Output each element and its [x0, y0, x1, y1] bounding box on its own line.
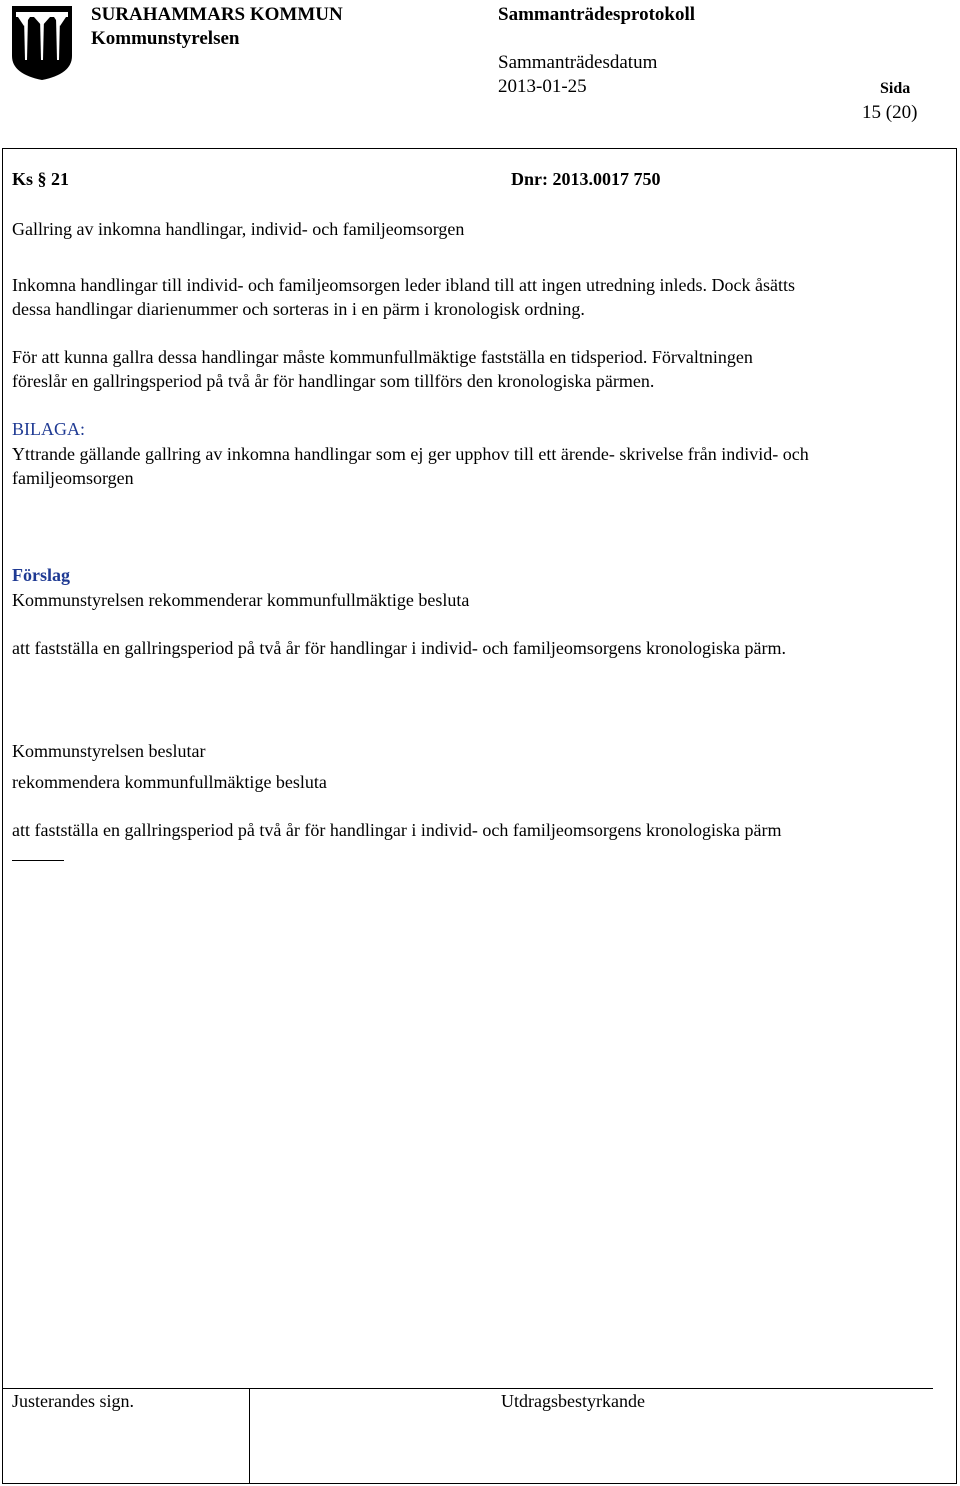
end-marker-line	[12, 860, 64, 861]
paragraph-1-line-2: dessa handlingar diarienummer och sorteras in i en pärm i kronologisk ordning.	[12, 299, 585, 319]
signature-line	[3, 1388, 933, 1389]
utdragsbestyrkande-label: Utdragsbestyrkande	[501, 1391, 645, 1411]
document-type: Sammanträdesprotokoll	[498, 4, 696, 25]
paragraph-1-line-1: Inkomna handlingar till individ- och familjeomsorgen leder ibland till att ingen utredning inleds. Dock åsätts	[12, 275, 795, 295]
bilaga-line-1: Yttrande gällande gallring av inkomna handlingar som ej ger upphov till ett ärende- skrivelse från individ- och	[12, 444, 809, 464]
item-title: Gallring av inkomna handlingar, individ- och familjeomsorgen	[12, 219, 465, 239]
municipality-coat-of-arms-logo	[10, 4, 74, 82]
paragraph-2-line-1: För att kunna gallra dessa handlingar måste kommunfullmäktige fastställa en tidsperiod. Förvaltningen	[12, 347, 753, 367]
registration-number: Dnr: 2013.0017 750	[511, 169, 661, 189]
paragraph-number: Ks § 21	[12, 169, 70, 189]
forslag-text: Kommunstyrelsen rekommenderar kommunfullmäktige besluta	[12, 590, 470, 610]
bilaga-label: BILAGA:	[12, 419, 85, 439]
signature-divider	[249, 1388, 250, 1484]
paragraph-2-line-2: föreslår en gallringsperiod på två år för handlingar som tillförs den kronologiska pärmen.	[12, 371, 655, 391]
justerandes-sign-label: Justerandes sign.	[12, 1391, 134, 1411]
protocol-frame	[2, 148, 957, 1484]
forslag-att: att fastställa en gallringsperiod på två år för handlingar i individ- och familjeomsorgens kronologiska pärm.	[12, 638, 786, 658]
meeting-date: 2013-01-25	[498, 76, 587, 97]
bilaga-line-2: familjeomsorgen	[12, 468, 134, 488]
beslut-heading: Kommunstyrelsen beslutar	[12, 741, 206, 761]
meeting-date-label: Sammanträdesdatum	[498, 52, 658, 73]
municipality-name: SURAHAMMARS KOMMUN	[91, 4, 343, 25]
forslag-heading: Förslag	[12, 565, 70, 585]
board-name: Kommunstyrelsen	[91, 28, 240, 49]
page-label: Sida	[880, 80, 911, 97]
beslut-att: att fastställa en gallringsperiod på två år för handlingar i individ- och familjeomsorgens kronologiska pärm	[12, 820, 782, 840]
page-number: 15 (20)	[862, 102, 918, 123]
beslut-text: rekommendera kommunfullmäktige besluta	[12, 772, 327, 792]
